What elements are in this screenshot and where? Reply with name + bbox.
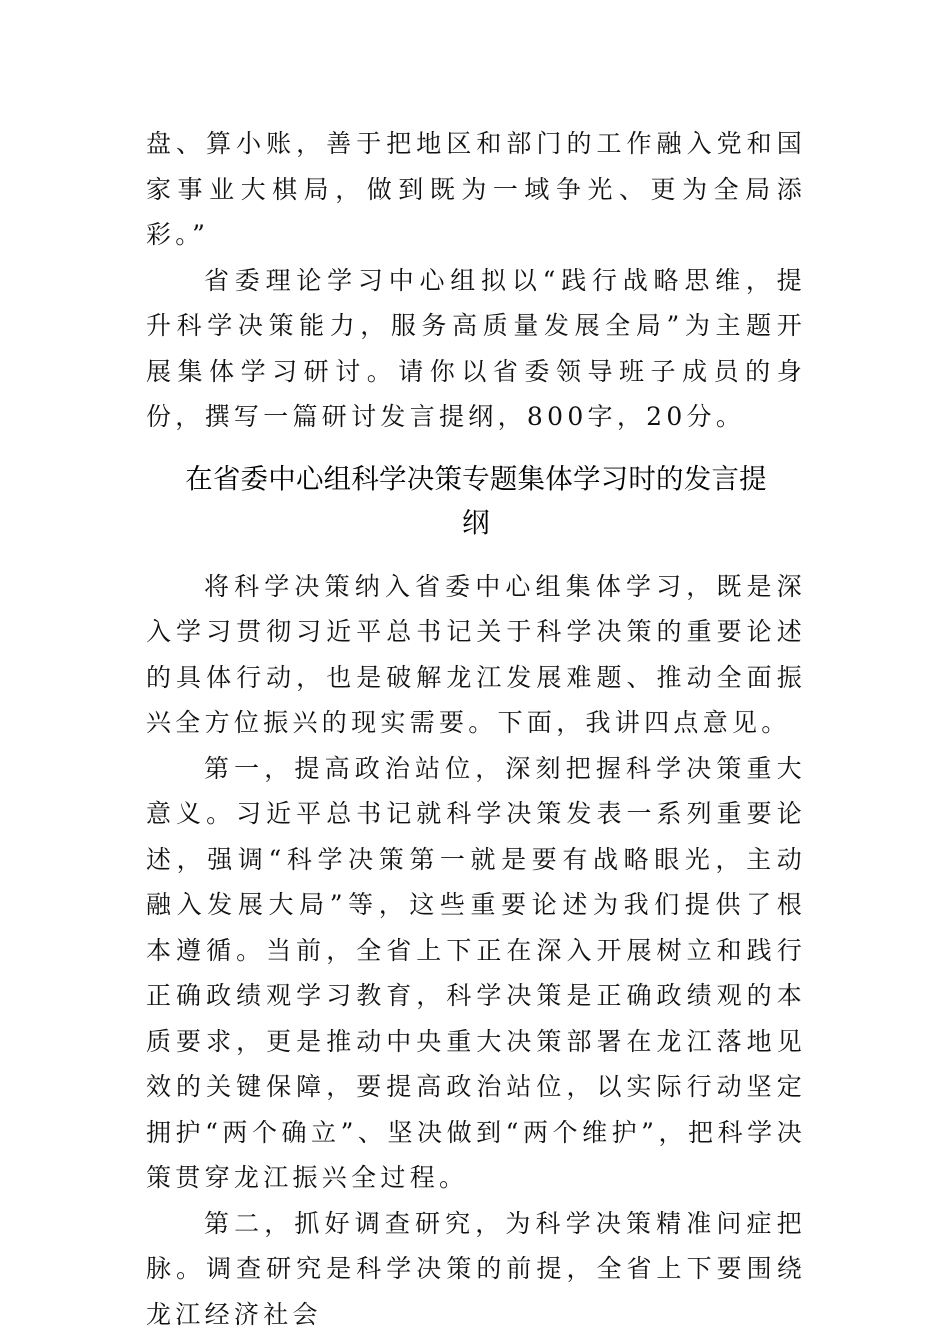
intro-paragraph-task: 省委理论学习中心组拟以“践行战略思维，提升科学决策能力，服务高质量发展全局”为主题开展集体学习研讨。请你以省委领导班子成员的身份，撰写一篇研讨发言提纲，800字，20分。 bbox=[146, 265, 806, 431]
title-line-2: 纲 bbox=[462, 506, 490, 539]
document-title bbox=[146, 457, 806, 545]
body-paragraph-opening: 将科学决策纳入省委中心组集体学习，既是深入学习贯彻习近平总书记关于科学决策的重要论述的具体行动，也是破解龙江发展难题、推动全面振兴全方位振兴的现实需要。下面，我讲四点意见。 bbox=[146, 571, 806, 737]
body-paragraph-point-two: 第二，抓好调查研究，为科学决策精准问症把脉。调查研究是科学决策的前提，全省上下要围绕龙江经济社会 bbox=[146, 1208, 806, 1329]
title-line-1: 在省委中心组科学决策专题集体学习时的发言提 bbox=[185, 462, 767, 495]
document-content bbox=[146, 121, 806, 1337]
intro-paragraph-continued: 盘、算小账，善于把地区和部门的工作融入党和国家事业大棋局，做到既为一域争光、更为全局添彩。” bbox=[146, 129, 806, 249]
body-paragraph-point-one: 第一，提高政治站位，深刻把握科学决策重大意义。习近平总书记就科学决策发表一系列重要论述，强调“科学决策第一就是要有战略眼光，主动融入发展大局”等，这些重要论述为我们提供了根本遵循。当前，全省上下正在深入开展树立和践行正确政绩观学习教育，科学决策是正确政绩观的本质要求，更是推动中央重大决策部署在龙江落地见效的关键保障，要提高政治站位，以实际行动坚定拥护“两个确立”、坚决做到“两个维护”，把科学决策贯穿龙江振兴全过程。 bbox=[146, 753, 806, 1192]
